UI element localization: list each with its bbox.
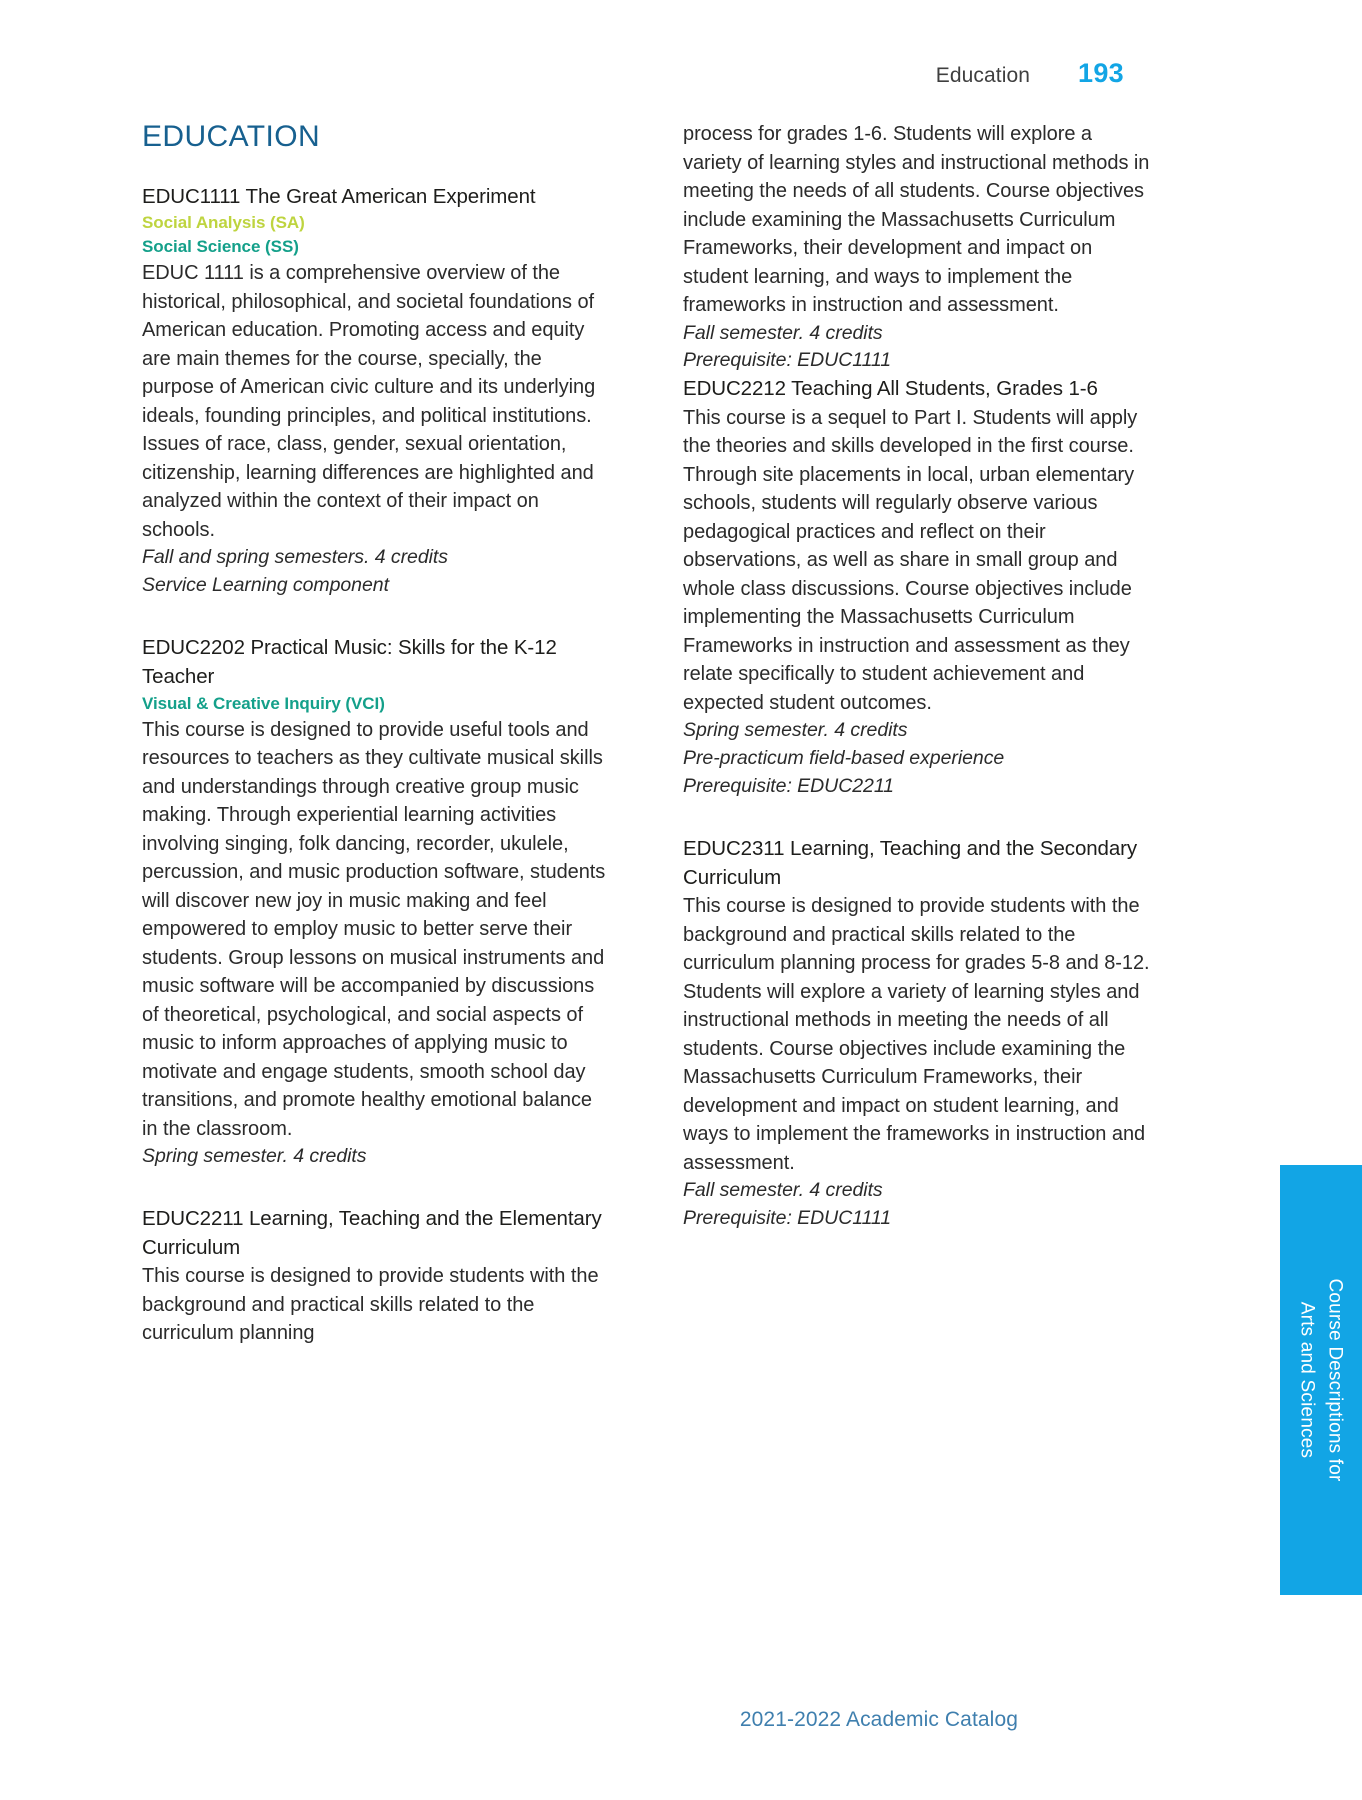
course-continuation (683, 120, 1152, 375)
course-entry (142, 183, 611, 601)
course-meta: Prerequisite: EDUC1111 (683, 349, 892, 372)
course-title: EDUC2212 Teaching All Students, Grades 1-6 (683, 377, 1098, 401)
course-meta: Service Learning component (142, 574, 389, 597)
section-side-tab (1280, 1165, 1362, 1595)
course-meta: Fall and spring semesters. 4 credits (142, 546, 448, 569)
side-tab-line-1: Course Descriptions for (1324, 1278, 1346, 1482)
course-description: This course is designed to provide students with the background and practical skills related to the curriculum planning (142, 1265, 599, 1345)
course-description: This course is designed to provide students with the background and practical skills related to the curriculum planning process for grades 5-8 and 8-12. Students will explore a variety of learning styles and instructional methods in meeting the needs of all students. Course objectives include examining the Massachusetts Curriculum Frameworks, their development and impact on student learning, and ways to implement the frameworks in instruction and assessment. (683, 895, 1150, 1174)
left-column (142, 120, 611, 1348)
course-meta: Spring semester. 4 credits (142, 1145, 367, 1168)
course-title: EDUC1111 The Great American Experiment (142, 184, 536, 208)
course-title: EDUC2202 Practical Music: Skills for the K-12 Teacher (142, 636, 557, 688)
catalog-label: 2021-2022 Academic Catalog (739, 1708, 1018, 1731)
course-attribute: Social Science (SS) (142, 237, 299, 257)
course-attribute: Social Analysis (SA) (142, 213, 305, 233)
course-entry (142, 634, 611, 1171)
page-footer (0, 1708, 1362, 1732)
course-description: This course is a sequel to Part I. Students will apply the theories and skills developed in the first course. Through site placements in local, urban elementary schools, students will regularly observe various pedagogical practices and reflect on their observations, as well as share in small group and whole class discussions. Course objectives include implementing the Massachusetts Curriculum Frameworks in instruction and assessment as they relate specifically to student achievement and expected student outcomes. (683, 406, 1138, 714)
course-title: EDUC2211 Learning, Teaching and the Elementary Curriculum (142, 1207, 602, 1259)
course-description: This course is designed to provide useful tools and resources to teachers as they cultivate musical skills and understandings through creative group music making. Through experiential learning activities involving singing, folk dancing, recorder, ukulele, percussion, and music production software, students will discover new joy in music making and feel empowered to employ music to better serve their students. Group lessons on musical instruments and music software will be accompanied by discussions of theoretical, psychological, and social aspects of music to inform approaches of applying music to motivate and engage students, smooth school day transitions, and promote healthy emotional balance in the classroom. (142, 718, 606, 1140)
course-meta: Prerequisite: EDUC2211 (683, 775, 894, 798)
side-tab-line-2: Arts and Sciences (1297, 1301, 1318, 1459)
page-content (142, 120, 1152, 1348)
page-title: EDUCATION (142, 120, 321, 153)
section-side-tab-label (1293, 1170, 1348, 1590)
page-header (0, 58, 1362, 89)
course-attribute: Visual & Creative Inquiry (VCI) (142, 693, 385, 713)
course-meta: Prerequisite: EDUC1111 (683, 1207, 892, 1230)
page-number: 193 (1078, 58, 1124, 88)
course-meta: Fall semester. 4 credits (683, 1179, 883, 1202)
course-entry (683, 835, 1152, 1233)
course-meta: Spring semester. 4 credits (683, 719, 908, 742)
course-meta: Pre-practicum field-based experience (683, 747, 1005, 770)
course-description-continued: process for grades 1-6. Students will explore a variety of learning styles and instructional methods in meeting the needs of all students. Course objectives include examining the Massachusetts Curriculum Frameworks, their development and impact on student learning, and ways to implement the frameworks in instruction and assessment. (683, 123, 1150, 316)
course-description: EDUC 1111 is a comprehensive overview of the historical, philosophical, and societal foundations of American education. Promoting access and equity are main themes for the course, specially, the purpose of American civic culture and its underlying ideals, founding principles, and political institutions. Issues of race, class, gender, sexual orientation, citizenship, learning differences are highlighted and analyzed within the context of their impact on schools. (142, 262, 596, 541)
right-column (683, 120, 1152, 1348)
header-section-label: Education (935, 64, 1031, 87)
course-entry (142, 1205, 611, 1348)
course-title: EDUC2311 Learning, Teaching and the Secondary Curriculum (683, 837, 1138, 889)
course-meta: Fall semester. 4 credits (683, 321, 883, 344)
course-entry (683, 375, 1152, 801)
